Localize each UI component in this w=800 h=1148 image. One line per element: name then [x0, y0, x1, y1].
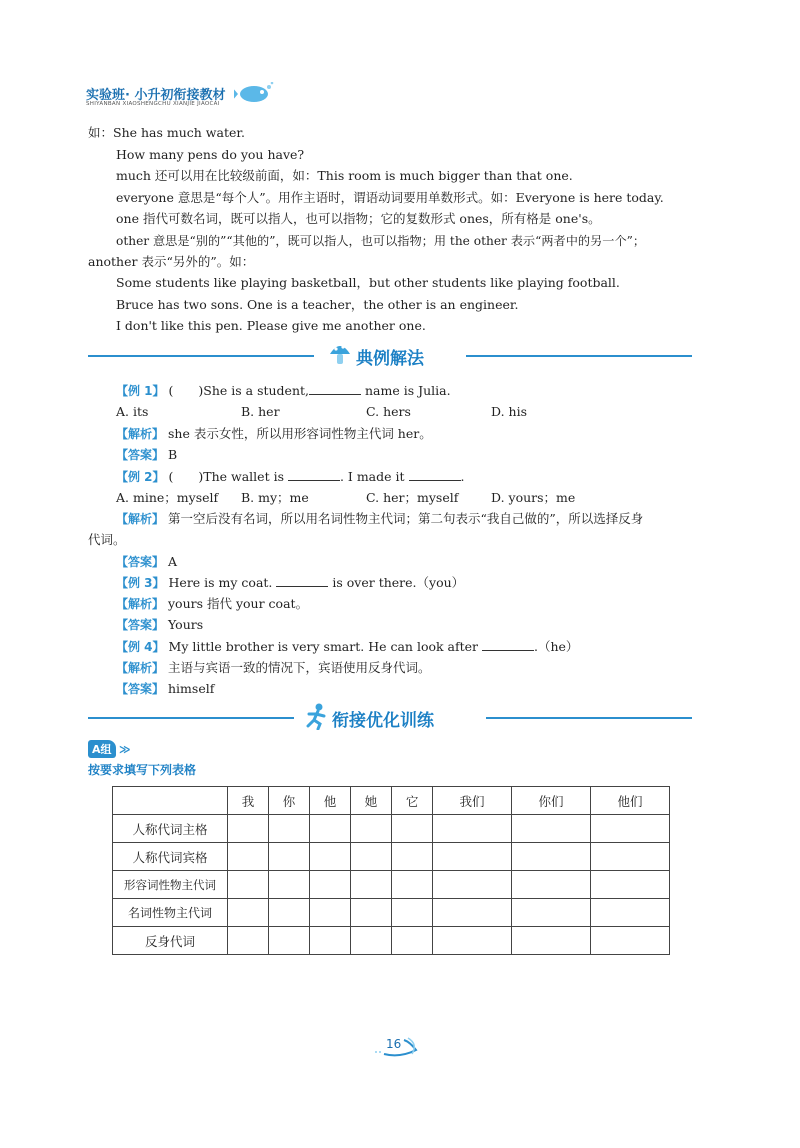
analysis-text: 主语与宾语一致的情况下，宾语使用反身代词。 [168, 660, 431, 675]
column-header: 他 [310, 787, 351, 815]
group-badge: A组 [88, 740, 116, 758]
answer-text: himself [168, 681, 215, 696]
table-corner [113, 787, 228, 815]
example-options [116, 489, 575, 507]
row-header: 名词性物主代词 [113, 899, 228, 927]
answer-blank [409, 468, 461, 481]
answer-cell[interactable] [310, 927, 351, 955]
series-header [86, 84, 286, 118]
table-row [113, 927, 670, 955]
exercise-instruction: 按要求填写下列表格 [88, 763, 197, 777]
analysis-tag: 【解析】 [116, 427, 165, 441]
question-text: name is Julia. [361, 383, 451, 398]
series-pinyin: SHIYANBAN XIAOSHENGCHU XIANJIE JIAOCAI [86, 101, 220, 107]
analysis-tag: 【解析】 [116, 661, 165, 675]
answer-cell[interactable] [433, 927, 512, 955]
answer-tag: 【答案】 [116, 682, 165, 696]
question-text: ( )She is a student, [168, 383, 310, 398]
answer-cell[interactable] [392, 843, 433, 871]
column-header: 你们 [512, 787, 591, 815]
analysis-text: she 表示女性，所以用形容词性物主代词 her。 [168, 426, 432, 441]
answer-cell[interactable] [590, 927, 669, 955]
example-tag: 【例 1】 [116, 384, 165, 398]
runner-icon [304, 702, 328, 730]
analysis-text: yours 指代 your coat。 [168, 596, 309, 611]
answer-cell[interactable] [433, 899, 512, 927]
column-header: 我们 [433, 787, 512, 815]
option: D. his [491, 404, 527, 419]
example-tag: 【例 4】 [116, 640, 165, 654]
question-text: . [460, 469, 465, 484]
answer-text: B [168, 447, 178, 462]
divider [466, 355, 692, 357]
intro-line: one 指代可数名词，既可以指人，也可以指物；它的复数形式 ones，所有格是 one's。 [116, 211, 601, 226]
intro-line: 如：She has much water. [88, 125, 245, 140]
table-row [113, 899, 670, 927]
answer-cell[interactable] [433, 843, 512, 871]
table-header-row [113, 787, 670, 815]
example-analysis [116, 595, 308, 613]
answer-cell[interactable] [433, 815, 512, 843]
question-text: is over there.（you） [328, 575, 465, 590]
answer-tag: 【答案】 [116, 618, 165, 632]
answer-cell[interactable] [392, 927, 433, 955]
answer-blank [482, 638, 534, 651]
table-row [113, 843, 670, 871]
answer-cell[interactable] [310, 843, 351, 871]
section-title: 衔接优化训练 [332, 711, 434, 731]
question-text: . I made it [339, 469, 405, 484]
row-header: 反身代词 [113, 927, 228, 955]
column-header: 他们 [590, 787, 669, 815]
row-header: 人称代词宾格 [113, 843, 228, 871]
option: B. my；me [241, 490, 309, 505]
answer-cell[interactable] [228, 871, 269, 899]
answer-cell[interactable] [351, 871, 392, 899]
answer-cell[interactable] [269, 815, 310, 843]
table-row [113, 871, 670, 899]
answer-cell[interactable] [228, 899, 269, 927]
example-tag: 【例 2】 [116, 470, 165, 484]
intro-line: Some students like playing basketball，but other students like playing football. [116, 275, 620, 290]
group-label [88, 740, 131, 758]
answer-tag: 【答案】 [116, 448, 165, 462]
analysis-text: 第一空后没有名词，所以用名词性物主代词；第二句表示“我自己做的”，所以选择反身 [168, 511, 644, 526]
analysis-tag: 【解析】 [116, 597, 165, 611]
answer-cell[interactable] [433, 871, 512, 899]
divider [486, 717, 692, 719]
answer-cell[interactable] [590, 815, 669, 843]
option: A. its [116, 404, 149, 419]
intro-line: much 还可以用在比较级前面，如：This room is much bigger than that one. [116, 168, 573, 183]
divider [88, 717, 294, 719]
page-number: 16 [386, 1037, 402, 1051]
series-title-main: 实验班 [86, 88, 126, 103]
example-answer [116, 680, 214, 698]
divider [88, 355, 314, 357]
example-question [116, 574, 464, 592]
column-header: 它 [392, 787, 433, 815]
example-answer [116, 553, 177, 571]
option: B. her [241, 404, 280, 419]
answer-cell[interactable] [590, 899, 669, 927]
option: C. hers [366, 404, 411, 419]
answer-blank [309, 382, 361, 395]
intro-line: another 表示“另外的”。如： [88, 254, 255, 269]
option: C. her；myself [366, 490, 459, 505]
column-header: 她 [351, 787, 392, 815]
intro-line: other 意思是“别的”“其他的”，既可以指人，也可以指物；用 the other 表示“两者中的另一个”； [116, 234, 646, 248]
example-analysis [116, 510, 643, 528]
example-question [116, 638, 578, 656]
answer-cell[interactable] [512, 871, 591, 899]
answer-cell[interactable] [310, 871, 351, 899]
example-answer [116, 616, 203, 634]
answer-blank [288, 468, 340, 481]
column-header: 你 [269, 787, 310, 815]
question-text: My little brother is very smart. He can look after [168, 639, 479, 654]
answer-text: A [168, 554, 178, 569]
example-analysis-cont: 代词。 [88, 532, 126, 547]
pronoun-table [112, 786, 670, 955]
section-title: 典例解法 [356, 349, 424, 369]
answer-cell[interactable] [392, 899, 433, 927]
example-answer [116, 446, 177, 464]
example-tag: 【例 3】 [116, 576, 165, 590]
answer-cell[interactable] [310, 899, 351, 927]
question-text: ( )The wallet is [168, 469, 284, 484]
intro-line: Bruce has two sons. One is a teacher，the other is an engineer. [116, 297, 519, 312]
answer-cell[interactable] [512, 927, 591, 955]
example-question [116, 382, 451, 400]
page-number-badge [370, 1034, 430, 1058]
answer-cell[interactable] [351, 843, 392, 871]
example-options [116, 403, 527, 421]
answer-cell[interactable] [351, 927, 392, 955]
option: D. yours；me [491, 490, 576, 505]
section-heading-examples [88, 344, 692, 368]
question-text: .（he） [534, 639, 579, 654]
table-row [113, 815, 670, 843]
group-arrow-icon: ≫ [119, 743, 131, 756]
example-question [116, 468, 465, 486]
analysis-tag: 【解析】 [116, 512, 165, 526]
example-analysis [116, 425, 432, 443]
answer-blank [276, 574, 328, 587]
answer-cell[interactable] [392, 815, 433, 843]
answer-text: Yours [168, 617, 204, 632]
intro-line: How many pens do you have? [116, 147, 305, 162]
answer-cell[interactable] [228, 843, 269, 871]
option: A. mine；myself [116, 490, 219, 505]
answer-cell[interactable] [269, 927, 310, 955]
intro-line: everyone 意思是“每个人”。用作主语时，谓语动词要用单数形式。如：Everyone is here today. [116, 190, 664, 205]
answer-cell[interactable] [228, 815, 269, 843]
intro-line: I don't like this pen. Please give me another one. [116, 318, 426, 333]
fish-logo-icon [234, 82, 274, 106]
answer-cell[interactable] [269, 871, 310, 899]
answer-cell[interactable] [590, 871, 669, 899]
row-header: 人称代词主格 [113, 815, 228, 843]
example-analysis [116, 659, 431, 677]
series-title-sub: · 小升初衔接教材 [125, 88, 226, 103]
question-text: Here is my coat. [168, 575, 273, 590]
answer-cell[interactable] [228, 927, 269, 955]
row-header: 形容词性物主代词 [113, 871, 228, 899]
mushroom-icon [328, 340, 352, 368]
answer-cell[interactable] [392, 871, 433, 899]
answer-cell[interactable] [512, 843, 591, 871]
answer-cell[interactable] [512, 899, 591, 927]
answer-cell[interactable] [512, 815, 591, 843]
answer-cell[interactable] [269, 899, 310, 927]
answer-cell[interactable] [269, 843, 310, 871]
answer-cell[interactable] [351, 815, 392, 843]
answer-cell[interactable] [310, 815, 351, 843]
answer-tag: 【答案】 [116, 555, 165, 569]
answer-cell[interactable] [590, 843, 669, 871]
column-header: 我 [228, 787, 269, 815]
answer-cell[interactable] [351, 899, 392, 927]
section-heading-training [88, 706, 692, 730]
